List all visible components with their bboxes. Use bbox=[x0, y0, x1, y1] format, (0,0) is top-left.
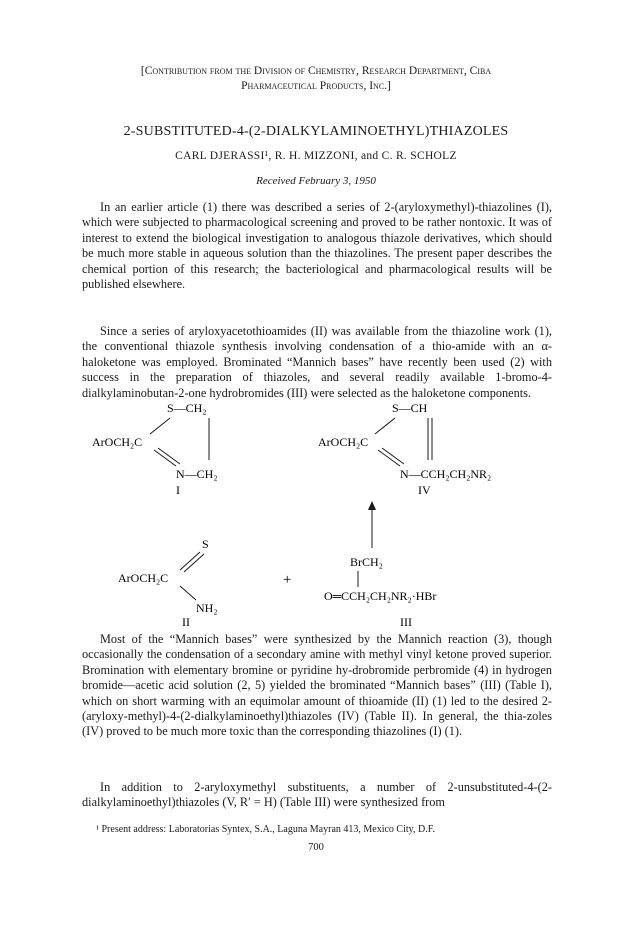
footnote: ¹ Present address: Laboratorias Syntex, S.A., Laguna Mayran 413, Mexico City, D.F. bbox=[96, 824, 435, 835]
structure-III-line-1: BrCH₂ bbox=[350, 555, 383, 569]
plus-sign: + bbox=[283, 572, 292, 588]
structure-I-bottom: N—CH₂ bbox=[176, 467, 218, 481]
header-line-2: Pharmaceutical Products, Inc.] bbox=[241, 80, 391, 92]
paragraph-mannich: Most of the “Mannich bases” were synthesized by the Mannich reaction (3), though occasionally the condensation of a secondary amine with methyl vinyl ketone proved superior. Bromination with elementary bromine or pyridine hy-drobromide perbromide (4) in hydrogen bromide—acetic acid solution (2, 5) yielded the brominated “Mannich bases” (III) (Table I), which on short warming with an equimolar amount of thioamide (II) (1) led to the desired 2-(aryloxy-methyl)-4-(2-dialkylaminoethyl)thiazoles (IV) (Table II). In general, the thia-zoles (IV) proved to be much more toxic than the corresponding thiazolines (I) (1). bbox=[82, 632, 552, 739]
structure-I bbox=[92, 401, 218, 497]
structure-I-left: ArOCH₂C bbox=[92, 435, 143, 449]
structure-I-top: S—CH₂ bbox=[167, 401, 207, 415]
structure-IV-bottom: N—CCH₂CH₂NR₂ bbox=[400, 467, 492, 481]
structure-IV bbox=[318, 401, 491, 497]
structure-II-left: ArOCH₂C bbox=[118, 571, 169, 585]
header-line-1: [Contribution from the Division of Chemistry, Research Department, Ciba bbox=[140, 65, 492, 77]
structure-IV-label: IV bbox=[418, 483, 431, 497]
structure-III-line-2: O═CCH₂CH₂NR₂·HBr bbox=[324, 589, 437, 603]
contribution-header bbox=[100, 64, 532, 94]
structure-IV-bond-s-c bbox=[375, 418, 395, 434]
structure-II-cs-double-a bbox=[180, 552, 200, 570]
reaction-arrow-head bbox=[368, 501, 376, 510]
structure-II-label: II bbox=[182, 615, 190, 629]
structure-II-cs-double-b bbox=[184, 554, 204, 572]
structure-III-label: III bbox=[400, 615, 412, 629]
paragraph-intro: In an earlier article (1) there was described a series of 2-(aryloxymethyl)-thiazolines (I), which were subjected to pharmacological screening and proved to be rather nontoxic. It was of interest to extend the biological investigation to analogous thiazole derivatives, which should be much more stable in aqueous solution than the thiazolines. The present paper describes the chemical portion of this research; the bacteriological and pharmacological results will be published elsewhere. bbox=[82, 200, 552, 292]
structure-II bbox=[118, 537, 218, 629]
structure-I-label: I bbox=[176, 483, 180, 497]
structure-IV-left: ArOCH₂C bbox=[318, 435, 369, 449]
structure-I-bond-s-c bbox=[150, 418, 170, 434]
paragraph-synthesis: Since a series of aryloxyacetothioamides (II) was available from the thiazoline work (1), the conventional thiazole synthesis involving condensation of a thio-amide with an α-haloketone was employed. Brominated “Mannich bases” have recently been used (2) with success in the preparation of thiazoles, and several readily available 1-bromo-4-dialkylaminobutan-2-one hydrobromides (III) were selected as the haloketone components. bbox=[82, 324, 552, 400]
reaction-arrow bbox=[368, 501, 376, 548]
structure-II-s: S bbox=[202, 537, 209, 551]
structure-IV-cn-double-a bbox=[378, 450, 400, 466]
page-number: 700 bbox=[308, 842, 324, 853]
structure-IV-top: S—CH bbox=[392, 401, 428, 415]
structure-II-bond-c-n bbox=[180, 586, 196, 600]
structure-I-double-bond-b bbox=[158, 448, 180, 464]
structure-I-double-bond-a bbox=[154, 450, 176, 466]
structure-II-nh2: NH₂ bbox=[196, 601, 218, 615]
paper-title: 2-SUBSTITUTED-4-(2-DIALKYLAMINOETHYL)THIAZOLES bbox=[123, 124, 509, 139]
author-list: CARL DJERASSI¹, R. H. MIZZONI, and C. R. SCHOLZ bbox=[175, 150, 457, 162]
chemical-structures-figure bbox=[82, 400, 552, 630]
received-date: Received February 3, 1950 bbox=[256, 175, 376, 187]
paragraph-additional: In addition to 2-aryloxymethyl substituents, a number of 2-unsubstituted-4-(2-dialkylaminoethyl)thiazoles (V, R′ = H) (Table III) were synthesized from bbox=[82, 780, 552, 810]
structure-IV-cn-double-b bbox=[382, 448, 404, 464]
structure-III bbox=[324, 555, 436, 629]
